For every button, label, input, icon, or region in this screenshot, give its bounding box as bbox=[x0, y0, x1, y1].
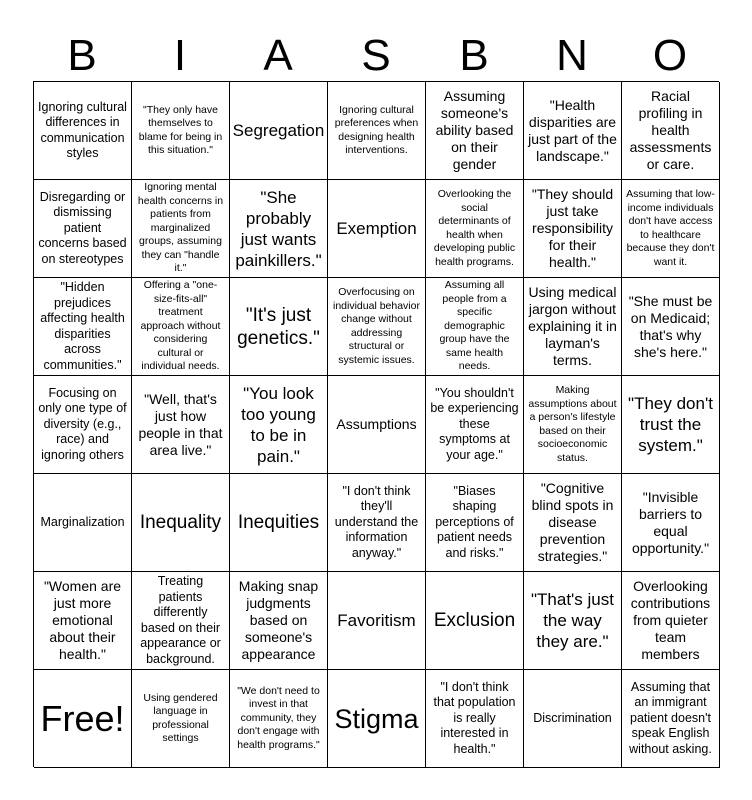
bingo-cell bbox=[622, 180, 720, 278]
header-letter: S bbox=[361, 31, 391, 80]
bingo-cell bbox=[132, 474, 230, 572]
bingo-cell bbox=[230, 670, 328, 768]
bingo-cell bbox=[622, 376, 720, 474]
bingo-cell bbox=[426, 474, 524, 572]
cell-text: Overfocusing on individual behavior change without addressing structural or systemic issues. bbox=[333, 286, 420, 366]
cell-text: Assuming all people from a specific demographic group have the same health needs. bbox=[439, 279, 510, 373]
cell-text: "They should just take responsibility for their health." bbox=[531, 186, 614, 270]
cell-text: Ignoring cultural preferences when designing health interventions. bbox=[334, 103, 419, 156]
header-letter: B bbox=[67, 31, 97, 80]
bingo-cell bbox=[524, 278, 622, 376]
bingo-cell bbox=[230, 572, 328, 670]
cell-text: Assuming that low-income individuals don't have access to healthcare because they don't want it. bbox=[626, 188, 715, 268]
bingo-header bbox=[33, 30, 719, 82]
bingo-cell bbox=[230, 278, 328, 376]
bingo-cell bbox=[524, 82, 622, 180]
cell-text: Using medical jargon without explaining it in layman's terms. bbox=[528, 284, 617, 368]
bingo-cell bbox=[34, 278, 132, 376]
bingo-cell bbox=[426, 572, 524, 670]
cell-text: "We don't need to invest in that community, they don't engage with health programs." bbox=[237, 684, 320, 751]
cell-text: "Biases shaping perceptions of patient needs and risks." bbox=[435, 483, 514, 560]
cell-text: Assumptions bbox=[336, 416, 417, 432]
bingo-cell bbox=[426, 82, 524, 180]
cell-text: "It's just genetics." bbox=[237, 304, 320, 349]
bingo-cell bbox=[230, 82, 328, 180]
bingo-cell bbox=[524, 376, 622, 474]
bingo-cell bbox=[328, 180, 426, 278]
cell-text: Ignoring cultural differences in communication styles bbox=[38, 99, 127, 160]
cell-text: Overlooking the social determinants of health when developing public health programs. bbox=[433, 188, 516, 268]
cell-text: "You shouldn't be experiencing these symptoms at your age." bbox=[430, 385, 519, 462]
bingo-cell bbox=[132, 82, 230, 180]
cell-text: Favoritism bbox=[337, 611, 416, 630]
bingo-cell bbox=[34, 474, 132, 572]
cell-text: "You look too young to be in pain." bbox=[241, 383, 316, 466]
bingo-cell bbox=[622, 474, 720, 572]
cell-text: Assuming someone's ability based on their gender bbox=[435, 88, 514, 172]
cell-text: Ignoring mental health concerns in patients from marginalized groups, assuming they can "handle it." bbox=[137, 181, 224, 275]
cell-text: "I don't think they'll understand the information anyway." bbox=[334, 483, 419, 560]
cell-text: Making snap judgments based on someone's appearance bbox=[238, 578, 319, 662]
bingo-cell bbox=[426, 376, 524, 474]
cell-text: Treating patients differently based on their appearance or background. bbox=[140, 574, 221, 666]
cell-text: Racial profiling in health assessments or care. bbox=[629, 88, 712, 172]
cell-text: "That's just the way they are." bbox=[531, 590, 614, 651]
cell-text: "They only have themselves to blame for being in this situation." bbox=[138, 103, 223, 156]
bingo-cell bbox=[132, 278, 230, 376]
cell-text: "She must be on Medicaid; that's why she's here." bbox=[628, 292, 713, 360]
bingo-grid bbox=[33, 81, 719, 767]
cell-text: Assuming that an immigrant patient doesn't speak English without asking. bbox=[629, 679, 712, 756]
cell-text: Making assumptions about a person's lifestyle based on their socioeconomic status. bbox=[528, 384, 617, 464]
bingo-cell bbox=[622, 82, 720, 180]
bingo-cell bbox=[328, 82, 426, 180]
cell-text: Marginalization bbox=[40, 514, 125, 529]
bingo-cell bbox=[230, 180, 328, 278]
cell-text: Segregation bbox=[232, 121, 325, 140]
cell-text: "They don't trust the system." bbox=[628, 394, 713, 455]
cell-text: Using gendered language in professional settings bbox=[143, 691, 218, 744]
cell-text: Exclusion bbox=[433, 610, 516, 631]
bingo-cell bbox=[132, 572, 230, 670]
cell-text: Discrimination bbox=[533, 710, 612, 725]
bingo-cell bbox=[132, 180, 230, 278]
bingo-cell bbox=[34, 572, 132, 670]
bingo-cell bbox=[426, 180, 524, 278]
header-letter: N bbox=[556, 31, 588, 80]
bingo-cell bbox=[426, 670, 524, 768]
bingo-cell bbox=[524, 180, 622, 278]
header-letter: O bbox=[652, 31, 688, 80]
bingo-cell bbox=[230, 474, 328, 572]
cell-text: "Cognitive blind spots in disease prevention strategies." bbox=[531, 480, 614, 564]
cell-text: Overlooking contributions from quieter team members bbox=[630, 578, 711, 662]
bingo-cell bbox=[328, 376, 426, 474]
bingo-cell bbox=[524, 474, 622, 572]
bingo-cell bbox=[622, 670, 720, 768]
bingo-cell bbox=[328, 278, 426, 376]
bingo-cell bbox=[328, 474, 426, 572]
bingo-cell bbox=[132, 376, 230, 474]
bingo-cell bbox=[328, 670, 426, 768]
bingo-cell bbox=[230, 376, 328, 474]
header-letter: I bbox=[173, 31, 187, 80]
cell-text: "Health disparities are just part of the landscape." bbox=[528, 96, 617, 164]
header-letter: B bbox=[459, 31, 489, 80]
cell-text: "Well, that's just how people in that area live." bbox=[138, 390, 223, 458]
bingo-cell bbox=[622, 278, 720, 376]
cell-text: Stigma bbox=[334, 703, 419, 734]
bingo-cell bbox=[132, 670, 230, 768]
bingo-cell bbox=[34, 376, 132, 474]
bingo-cell bbox=[426, 278, 524, 376]
free-space-cell bbox=[34, 670, 132, 768]
cell-text: Disregarding or dismissing patient concerns based on stereotypes bbox=[38, 189, 127, 266]
bingo-cell bbox=[524, 572, 622, 670]
bingo-cell bbox=[622, 572, 720, 670]
cell-text: Offering a "one-size-fits-all" treatment approach without considering cultural or individual needs. bbox=[140, 279, 221, 373]
cell-text: Focusing on only one type of diversity (e.g., race) and ignoring others bbox=[38, 385, 127, 462]
cell-text: Inequities bbox=[237, 512, 320, 533]
bingo-cell bbox=[34, 82, 132, 180]
cell-text: "I don't think that population is really interested in health." bbox=[433, 679, 516, 756]
cell-text: "Women are just more emotional about their health." bbox=[43, 578, 122, 662]
bingo-cell bbox=[524, 670, 622, 768]
cell-text: "She probably just wants painkillers." bbox=[235, 187, 322, 270]
free-space-text: Free! bbox=[40, 697, 125, 739]
header-letter: A bbox=[263, 31, 293, 80]
cell-text: Inequality bbox=[139, 512, 222, 533]
cell-text: "Invisible barriers to equal opportunity." bbox=[631, 488, 710, 556]
bingo-cell bbox=[34, 180, 132, 278]
bingo-cell bbox=[328, 572, 426, 670]
cell-text: Exemption bbox=[336, 219, 417, 238]
cell-text: "Hidden prejudices affecting health disparities across communities." bbox=[40, 280, 125, 372]
